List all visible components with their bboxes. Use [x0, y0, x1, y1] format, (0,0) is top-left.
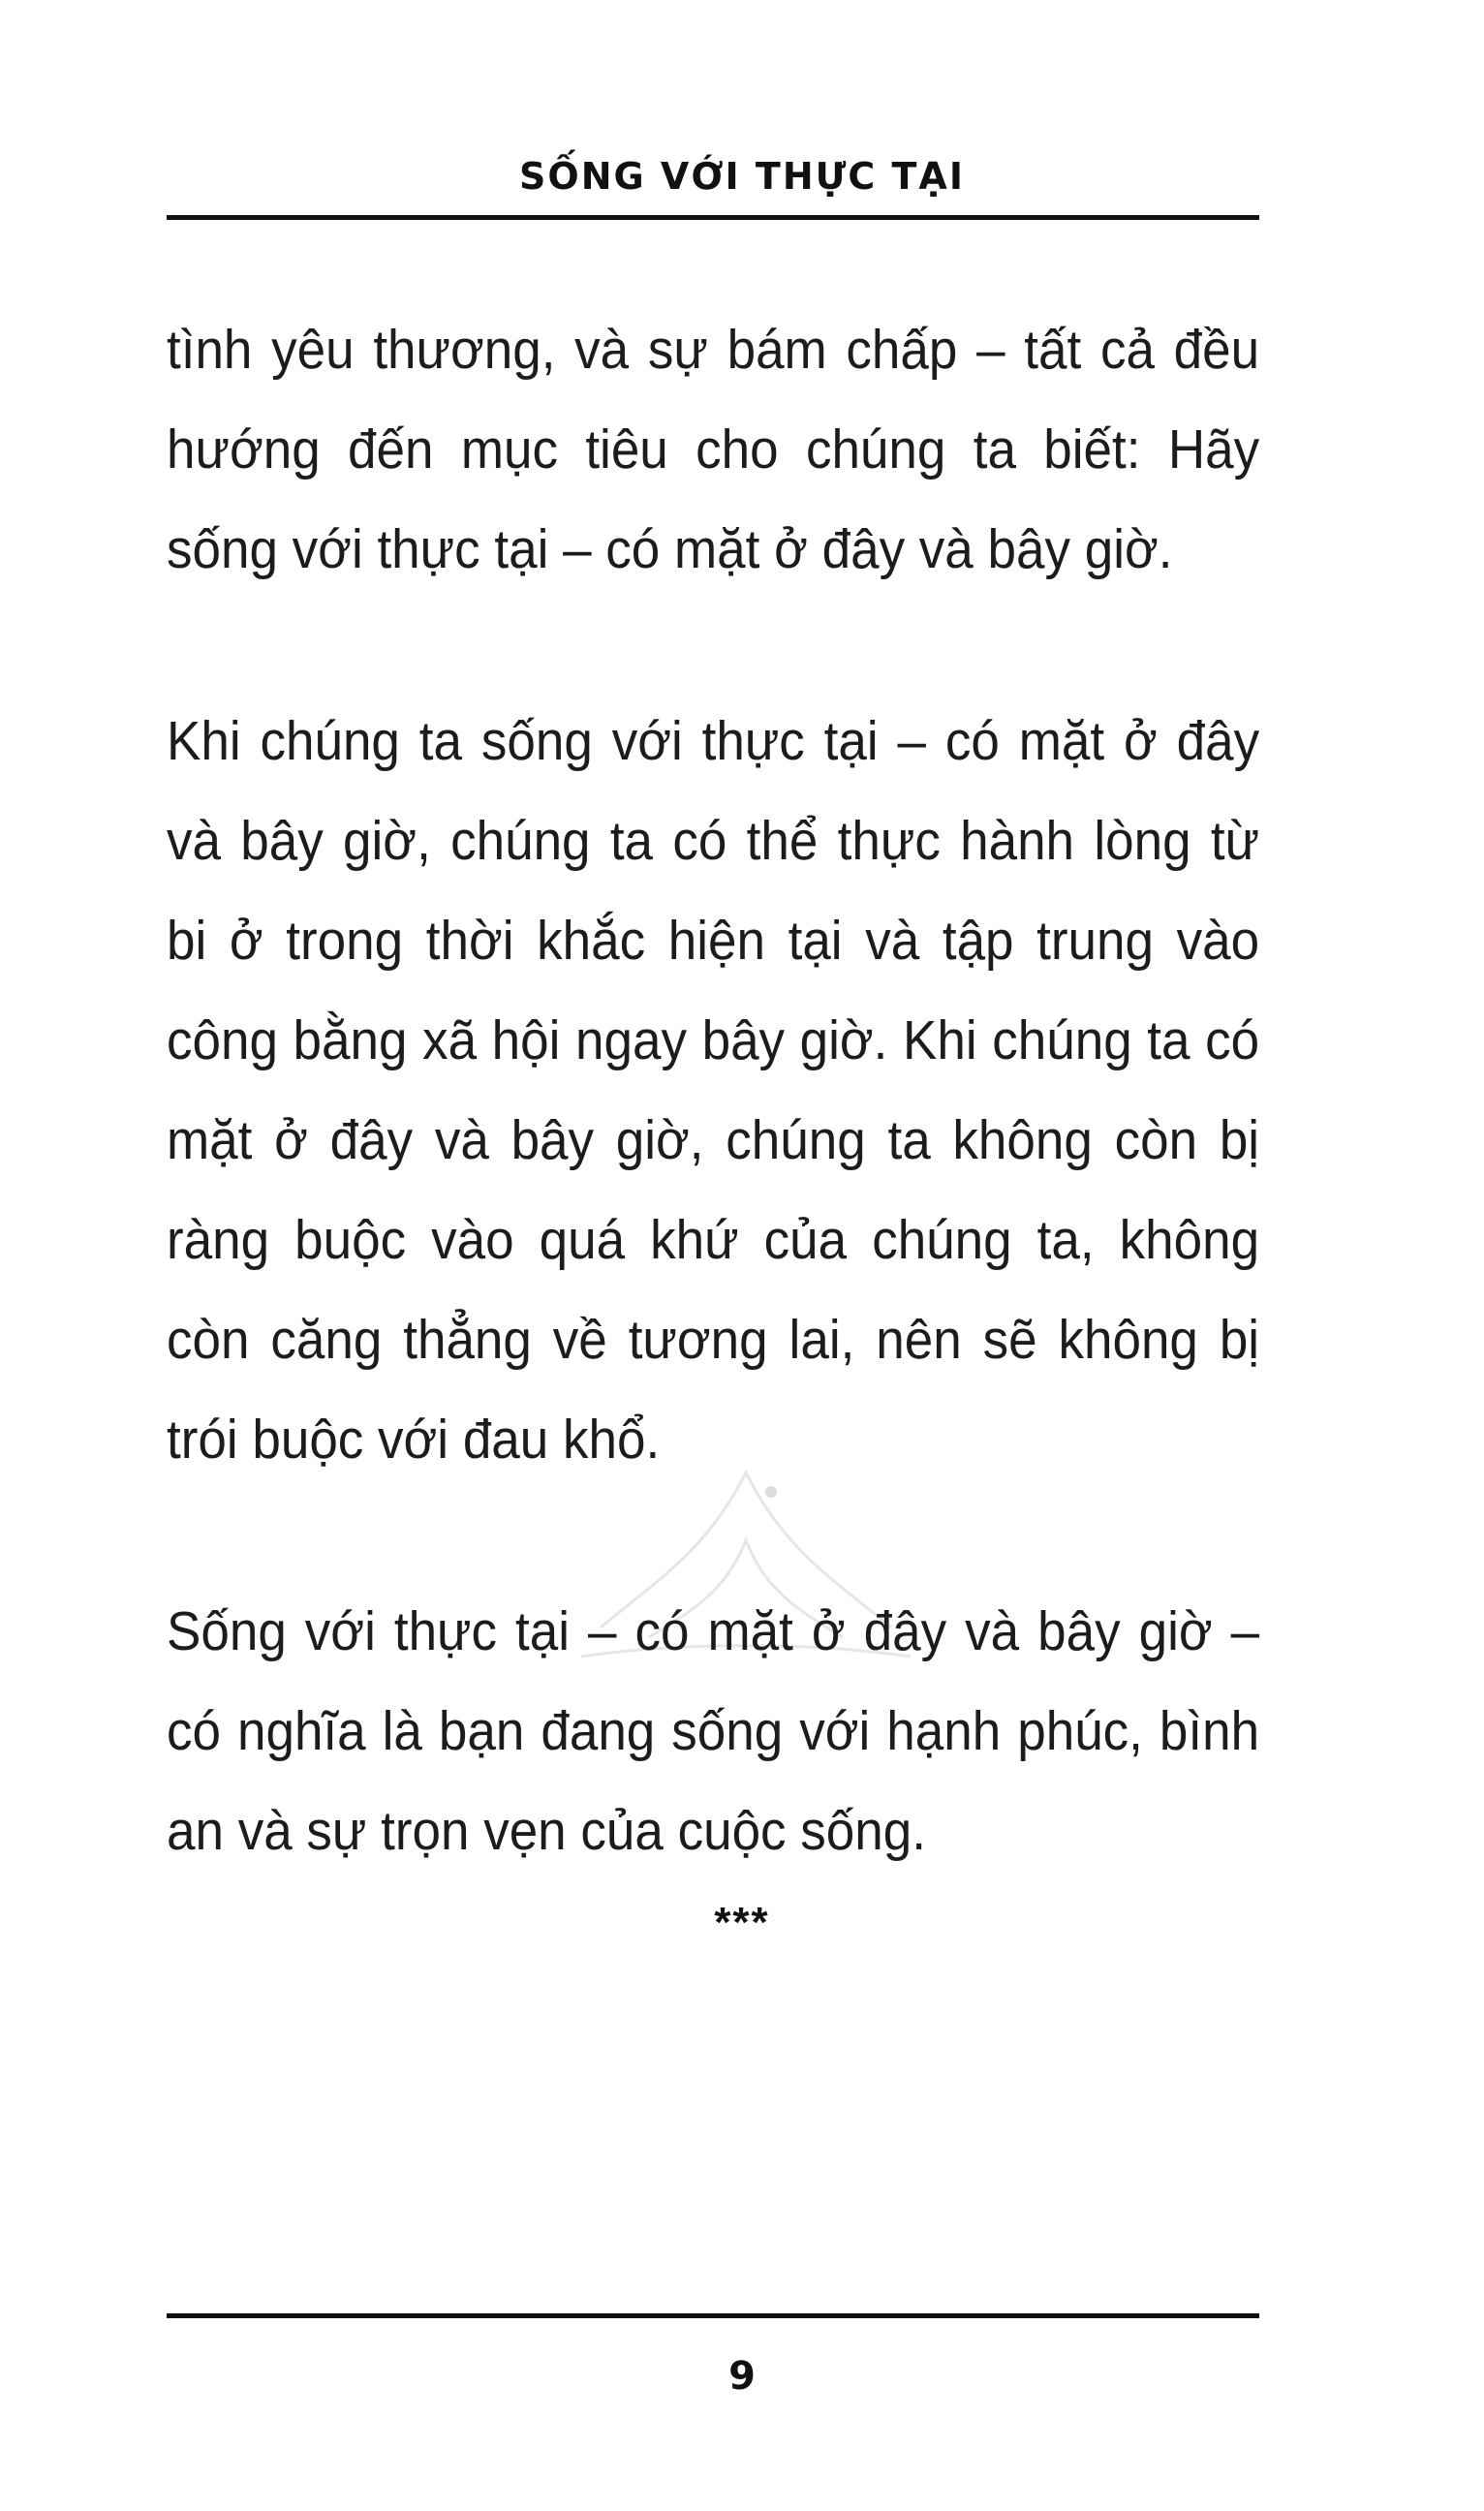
section-separator: *** — [714, 1899, 770, 1946]
body-text — [167, 300, 1259, 1973]
paragraph-1: tình yêu thương, và sự bám chấp – tất cả đều hướng đến mục tiêu cho chúng ta biết: Hãy sống với thực tại – có mặt ở đây và bây giờ. — [167, 319, 1260, 580]
paragraph-3: Sống với thực tại – có mặt ở đây và bây giờ – có nghĩa là bạn đang sống với hạnh phúc, bình an và sự trọn vẹn của cuộc sống. — [167, 1600, 1260, 1862]
page-number: 9 — [728, 2354, 756, 2399]
running-header-title: SỐNG VỚI THỰC TẠI — [519, 155, 965, 198]
footer-rule — [167, 2313, 1259, 2318]
paragraph-2: Khi chúng ta sống với thực tại – có mặt ở đây và bây giờ, chúng ta có thể thực hành lòng từ bi ở trong thời khắc hiện tại và tập trung vào công bằng xã hội ngay bây giờ. Khi chúng ta có mặt ở đây và bây giờ, chúng ta không còn bị ràng buộc vào quá khứ của chúng ta, không còn căng thẳng về tương lai, nên sẽ không bị trói buộc với đau khổ. — [167, 710, 1260, 1471]
header-rule — [167, 215, 1259, 220]
